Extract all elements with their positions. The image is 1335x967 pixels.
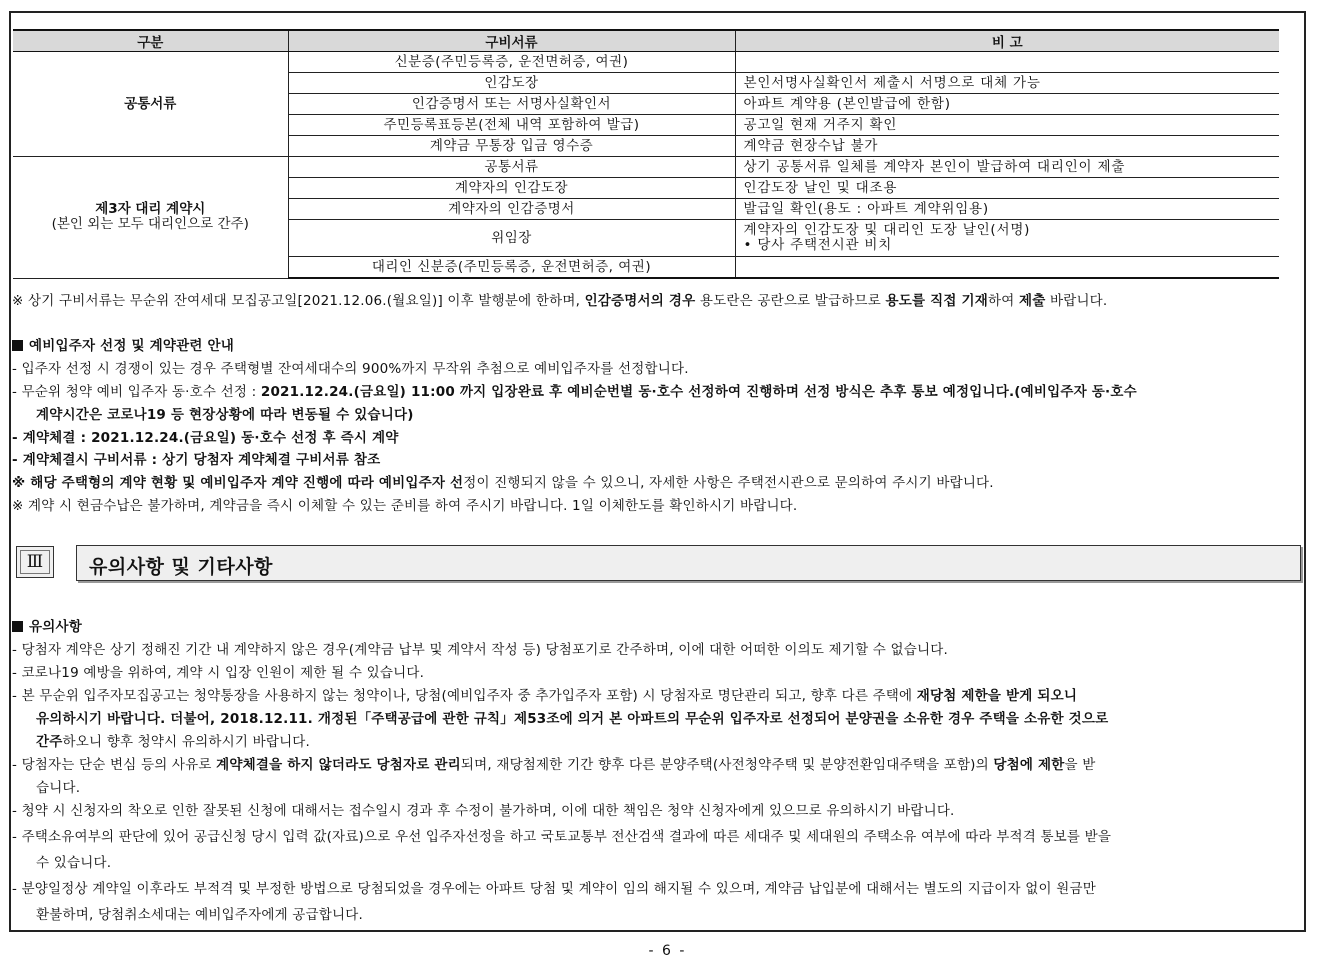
notes-line — [12, 684, 1077, 704]
notes-line: - 코로나19 예방을 위하여, 계약 시 입장 인원이 제한 될 수 있습니다. — [12, 665, 425, 681]
reserve-text: 정이 진행되지 않을 수 있으니, 자세한 사항은 주택전시관으로 문의하여 주시기 바랍니다. — [463, 475, 994, 491]
group-proxy-sublabel: (본인 외는 모두 대리인으로 간주) — [51, 216, 249, 233]
notes-line — [12, 753, 1095, 773]
header-documents: 구비서류 — [288, 30, 735, 52]
note-cell: 공고일 현재 거주지 확인 — [735, 115, 1279, 136]
section-number: Ⅲ — [26, 552, 44, 572]
footnote-text: 하여 — [988, 293, 1019, 309]
notes-line: 유의하시기 바랍니다. 더불어, 2018.12.11. 개정된「주택공급에 관한 규칙」제53조에 의거 본 아파트의 무순위 입주자로 선정되어 분양권을 소유한 경우 주택을 소유한 것으로 — [36, 711, 1109, 727]
note-cell: 아파트 계약용 (본인발급에 한함) — [735, 94, 1279, 115]
reserve-line-7: ※ 계약 시 현금수납은 불가하며, 계약금을 즉시 이체할 수 있는 준비를 하여 주시기 바랍니다. 1일 이체한도를 확인하시기 바랍니다. — [12, 498, 798, 514]
footnote-text: 바랍니다. — [1045, 293, 1108, 309]
doc-cell: 인감증명서 또는 서명사실확인서 — [288, 94, 735, 115]
notes-text: 을 받 — [1064, 757, 1096, 773]
reserve-line-2 — [12, 380, 1137, 400]
doc-cell: 계약자의 인감증명서 — [288, 199, 735, 220]
notes-text: 되며, 재당첨제한 기간 향후 다른 분양주택(사전청약주택 및 분양전환임대주택을 포함)의 — [460, 757, 994, 773]
note-line: 계약자의 인감도장 및 대리인 도장 날인(서명) — [743, 222, 1031, 238]
reserve-line-3: 계약시간은 코로나19 등 현장상황에 따라 변동될 수 있습니다) — [36, 407, 414, 423]
table-header-row — [13, 30, 1279, 52]
reserve-line-4: - 계약체결 : 2021.12.24.(금요일) 동·호수 선정 후 즉시 계약 — [12, 430, 399, 446]
section-number-box — [16, 546, 54, 578]
reserve-bold: ※ 해당 주택형의 계약 현황 및 예비입주자 계약 진행에 따라 예비입주자 선 — [12, 475, 464, 491]
notes-line: - 주택소유여부의 판단에 있어 공급신청 당시 입력 값(자료)으로 우선 입주자선정을 하고 국토교통부 전산검색 결과에 따른 세대주 및 세대원의 주택소유 여부에 따라 부적격 통보를 받을 — [12, 829, 1112, 845]
footnote-text: 용도란은 공란으로 발급하므로 — [695, 293, 886, 309]
note-cell: 본인서명사실확인서 제출시 서명으로 대체 가능 — [735, 73, 1279, 94]
group-common-label: 공통서류 — [124, 95, 177, 112]
reserve-line-5: - 계약체결시 구비서류 : 상기 당첨자 계약체결 구비서류 참조 — [12, 452, 381, 468]
note-cell: 계약금 현장수납 불가 — [735, 136, 1279, 157]
doc-cell: 주민등록표등본(전체 내역 포함하여 발급) — [288, 115, 735, 136]
reserve-line-1: - 입주자 선정 시 경쟁이 있는 경우 주택형별 잔여세대수의 900%까지 무작위 추첨으로 예비입주자를 선정합니다. — [12, 361, 689, 377]
note-cell — [735, 257, 1279, 279]
group-proxy-label: 제3자 대리 계약시 — [95, 201, 206, 218]
doc-cell: 위임장 — [288, 220, 735, 257]
doc-cell: 계약금 무통장 입금 영수증 — [288, 136, 735, 157]
note-line: • 당사 주택전시관 비치 — [743, 237, 893, 253]
required-documents-table — [13, 29, 1279, 279]
doc-cell: 신분증(주민등록증, 운전면허증, 여권) — [288, 52, 735, 73]
notes-text: - 본 무순위 입주자모집공고는 청약통장을 사용하지 않는 청약이나, 당첨(예비입주자 중 추가입주자 포함) 시 당첨자로 명단관리 되고, 향후 다른 주택에 — [12, 688, 917, 704]
section-title-box — [76, 545, 1301, 581]
notes-text: - 당첨자는 단순 변심 등의 사유로 — [12, 757, 217, 773]
notes-line: 수 있습니다. — [36, 855, 112, 871]
reserve-text: - 무순위 청약 예비 입주자 동·호수 선정 : — [12, 384, 261, 400]
notes-line: 습니다. — [36, 780, 81, 796]
note-cell: 발급일 확인(용도 : 아파트 계약위임용) — [735, 199, 1279, 220]
note-cell: 인감도장 날인 및 대조용 — [735, 178, 1279, 199]
notes-text: 하오니 향후 청약시 유의하시기 바랍니다. — [62, 734, 311, 750]
notes-bold: 간주 — [36, 734, 63, 750]
notes-line — [36, 730, 310, 750]
footnote-bold: 제출 — [1018, 293, 1046, 309]
notes-heading-text: 유의사항 — [29, 619, 82, 635]
footnote-bold: 용도를 직접 기재 — [885, 293, 988, 309]
doc-cell: 인감도장 — [288, 73, 735, 94]
notes-heading — [12, 615, 82, 635]
doc-cell: 계약자의 인감도장 — [288, 178, 735, 199]
header-remarks: 비 고 — [735, 30, 1279, 52]
reserve-heading-text: 예비입주자 선정 및 계약관련 안내 — [29, 338, 234, 354]
note-cell — [735, 52, 1279, 73]
page-number: - 6 - — [648, 943, 687, 959]
reserve-line-6 — [12, 471, 994, 491]
notes-line: - 청약 시 신청자의 착오로 인한 잘못된 신청에 대해서는 접수일시 경과 후 수정이 불가하며, 이에 대한 책임은 청약 신청자에게 있으므로 유의하시기 바랍니다. — [12, 803, 955, 819]
note-cell — [735, 220, 1279, 257]
table-row — [13, 52, 1279, 73]
square-bullet-icon — [12, 340, 23, 351]
notes-line: 환불하며, 당첨취소세대는 예비입주자에게 공급합니다. — [36, 907, 363, 923]
group-proxy — [13, 157, 288, 279]
notes-line: - 분양일정상 계약일 이후라도 부적격 및 부정한 방법으로 당첨되었을 경우에는 아파트 당첨 및 계약이 임의 해지될 수 있으며, 계약금 납입분에 대해서는 별도의 지급이자 없이 원금만 — [12, 881, 1096, 897]
notes-bold: 계약체결을 하지 않더라도 당첨자로 관리 — [216, 757, 461, 773]
header-category: 구분 — [13, 30, 288, 52]
square-bullet-icon — [12, 621, 23, 632]
table-row — [13, 157, 1279, 178]
notes-bold: 당첨에 제한 — [993, 757, 1065, 773]
reserve-heading — [12, 334, 234, 354]
doc-cell: 공통서류 — [288, 157, 735, 178]
documents-footnote — [12, 289, 1107, 309]
footnote-bold: 인감증명서의 경우 — [584, 293, 696, 309]
reserve-bold: 2021.12.24.(금요일) 11:00 까지 입장완료 후 예비순번별 동·호수 선정하여 진행하며 선정 방식은 추후 통보 예정입니다.(예비입주자 동·호수 — [260, 384, 1137, 400]
notes-bold: 재당첨 제한을 받게 되오니 — [916, 688, 1078, 704]
footnote-text: ※ 상기 구비서류는 무순위 잔여세대 모집공고일[2021.12.06.(월요일)] 이후 발행분에 한하며, — [12, 293, 585, 309]
group-common — [13, 52, 288, 157]
notes-line: - 당첨자 계약은 상기 정해진 기간 내 계약하지 않은 경우(계약금 납부 및 계약서 작성 등) 당첨포기로 간주하며, 이에 대한 어떠한 이의도 제기할 수 없습니다. — [12, 642, 948, 658]
section-title: 유의사항 및 기타사항 — [89, 556, 273, 578]
doc-cell: 대리인 신분증(주민등록증, 운전면허증, 여권) — [288, 257, 735, 279]
note-cell: 상기 공통서류 일체를 계약자 본인이 발급하여 대리인이 제출 — [735, 157, 1279, 178]
